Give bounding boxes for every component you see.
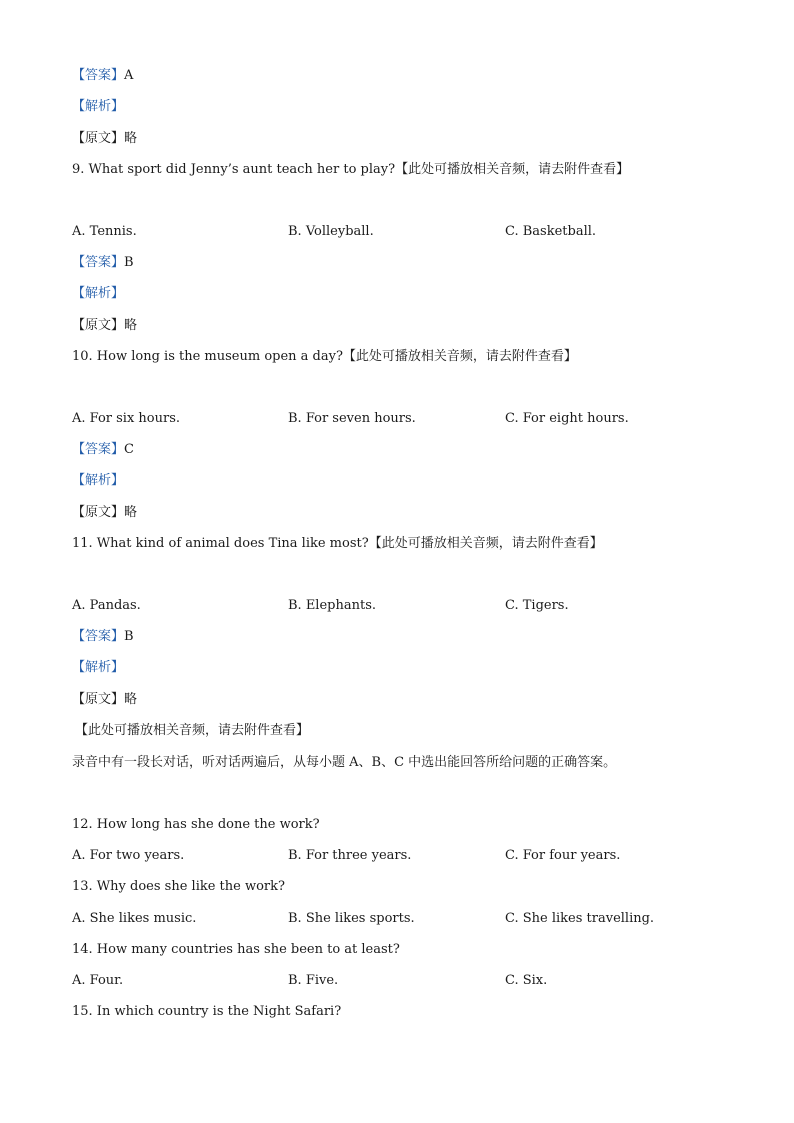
q15-question: 15. In which country is the Night Safari? [72, 1004, 342, 1019]
q10-answer [72, 441, 134, 459]
q9-option-c: C. Basketball. [505, 224, 597, 239]
q8-analysis [72, 98, 124, 116]
q12-option-a: A. For two years. [72, 848, 185, 863]
q14-option-a: A. Four. [72, 973, 124, 988]
q13-option-a: A. She likes music. [72, 911, 197, 926]
q14-option-b: B. Five. [288, 973, 339, 988]
q11-question: 11. What kind of animal does Tina like most?【此处可播放相关音频，请去附件查看】 [72, 536, 603, 551]
q8-original [72, 130, 137, 148]
q12-option-c: C. For four years. [505, 848, 621, 863]
original-value: 略 [124, 318, 138, 333]
q11-original [72, 691, 137, 709]
section-audio-note: 【此处可播放相关音频，请去附件查看】 [75, 723, 310, 738]
original-value: 略 [124, 131, 138, 146]
q9-option-a: A. Tennis. [72, 224, 137, 239]
q12-question: 12. How long has she done the work? [72, 817, 320, 832]
q10-analysis [72, 472, 124, 490]
analysis-tag: 【解析】 [72, 660, 125, 675]
answer-tag: 【答案】 [72, 629, 125, 644]
q14-question: 14. How many countries has she been to at least? [72, 942, 400, 957]
answer-value: C [124, 442, 134, 457]
original-tag: 【原文】 [72, 692, 125, 707]
answer-value: B [124, 629, 134, 644]
analysis-tag: 【解析】 [72, 286, 125, 301]
q8-answer [72, 67, 133, 85]
answer-value: B [124, 255, 134, 270]
q13-option-c: C. She likes travelling. [505, 911, 655, 926]
q11-option-c: C. Tigers. [505, 598, 569, 613]
q10-option-c: C. For eight hours. [505, 411, 629, 426]
original-value: 略 [124, 692, 138, 707]
q13-option-b: B. She likes sports. [288, 911, 415, 926]
original-tag: 【原文】 [72, 505, 125, 520]
answer-tag: 【答案】 [72, 68, 125, 83]
section-instruction: 录音中有一段长对话，听对话两遍后，从每小题 A、B、C 中选出能回答所给问题的正确答案。 [72, 755, 617, 770]
q9-question: 9. What sport did Jenny’s aunt teach her to play?【此处可播放相关音频，请去附件查看】 [72, 162, 630, 177]
q10-option-b: B. For seven hours. [288, 411, 416, 426]
q10-option-a: A. For six hours. [72, 411, 181, 426]
q11-analysis [72, 659, 124, 677]
original-tag: 【原文】 [72, 131, 125, 146]
q10-question: 10. How long is the museum open a day?【此处可播放相关音频，请去附件查看】 [72, 349, 577, 364]
original-value: 略 [124, 505, 138, 520]
q9-analysis [72, 285, 124, 303]
q12-option-b: B. For three years. [288, 848, 412, 863]
q11-option-b: B. Elephants. [288, 598, 377, 613]
analysis-tag: 【解析】 [72, 99, 125, 114]
q10-original [72, 504, 137, 522]
q11-option-a: A. Pandas. [72, 598, 141, 613]
q9-option-b: B. Volleyball. [288, 224, 374, 239]
answer-tag: 【答案】 [72, 442, 125, 457]
q14-option-c: C. Six. [505, 973, 548, 988]
q11-answer [72, 628, 134, 646]
q9-original [72, 317, 137, 335]
original-tag: 【原文】 [72, 318, 125, 333]
analysis-tag: 【解析】 [72, 473, 125, 488]
q9-answer [72, 254, 134, 272]
answer-value: A [124, 68, 134, 83]
answer-tag: 【答案】 [72, 255, 125, 270]
q13-question: 13. Why does she like the work? [72, 879, 285, 894]
